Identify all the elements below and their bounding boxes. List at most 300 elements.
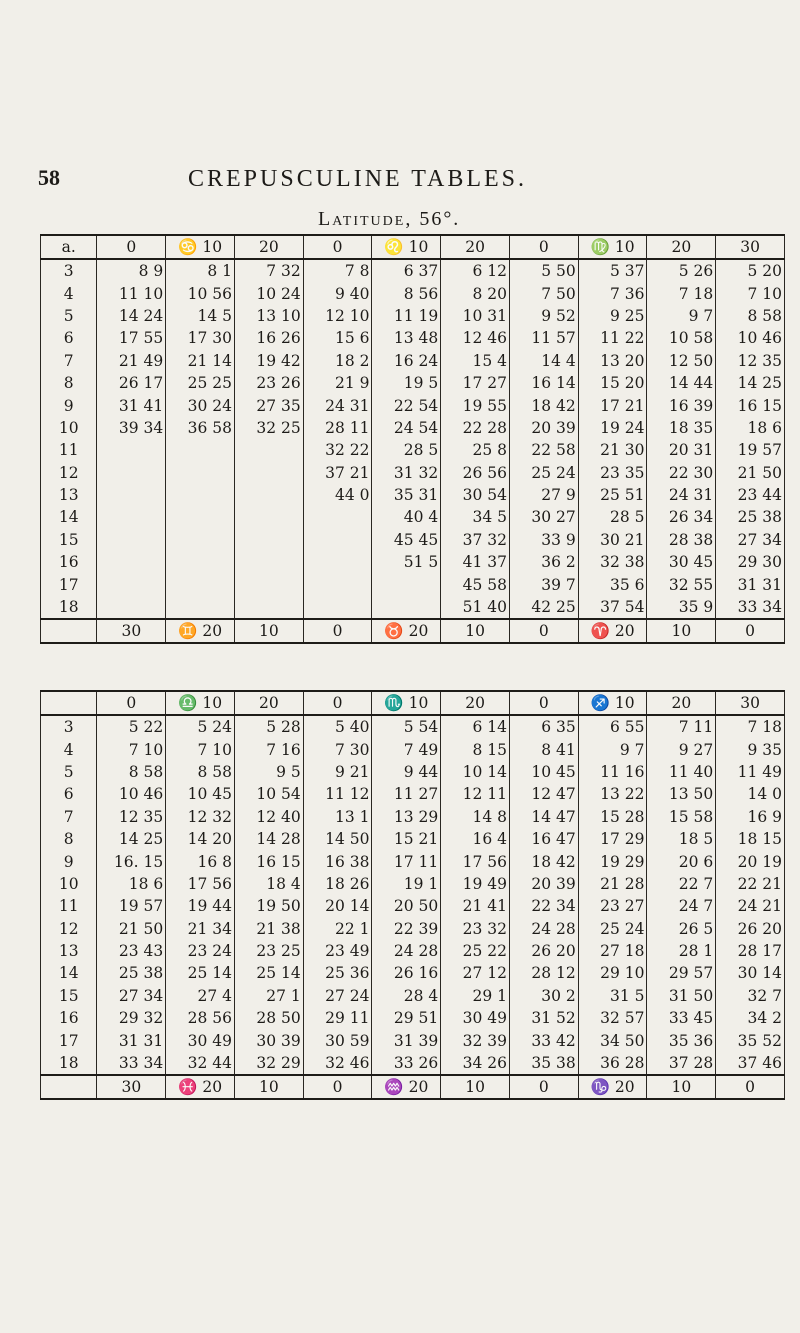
time-cell: 10 45: [166, 783, 235, 805]
table-row: [41, 439, 785, 461]
time-cell: 12 46: [441, 327, 510, 349]
time-cell: 27 18: [578, 940, 647, 962]
time-cell: 31 31: [97, 1029, 166, 1051]
table-row: [41, 462, 785, 484]
time-cell: 5 37: [578, 259, 647, 282]
time-cell: 12 35: [97, 806, 166, 828]
time-cell: 14 24: [97, 305, 166, 327]
time-cell: [97, 573, 166, 595]
time-cell: 23 44: [716, 484, 785, 506]
time-cell: 40 4: [372, 506, 441, 528]
time-cell: 17 21: [578, 394, 647, 416]
time-cell: 33 45: [647, 1007, 716, 1029]
time-cell: 24 7: [647, 895, 716, 917]
table-row: [41, 484, 785, 506]
table-row: [41, 738, 785, 760]
time-cell: 13 50: [647, 783, 716, 805]
time-cell: 25 36: [303, 962, 372, 984]
latitude-cell: 15: [41, 985, 97, 1007]
time-cell: 17 55: [97, 327, 166, 349]
table-row: [41, 529, 785, 551]
time-cell: 28 56: [166, 1007, 235, 1029]
time-cell: 20 39: [509, 417, 578, 439]
time-cell: 11 16: [578, 761, 647, 783]
latitude-cell: 17: [41, 1029, 97, 1051]
time-cell: 28 11: [303, 417, 372, 439]
time-cell: [234, 462, 303, 484]
time-cell: 23 35: [578, 462, 647, 484]
table-row: [41, 940, 785, 962]
time-cell: 16 15: [716, 394, 785, 416]
table-row: [41, 715, 785, 738]
time-cell: 6 35: [509, 715, 578, 738]
time-cell: 10 54: [234, 783, 303, 805]
table-row: [41, 873, 785, 895]
time-cell: 7 18: [647, 282, 716, 304]
time-cell: 29 32: [97, 1007, 166, 1029]
time-cell: 34 26: [441, 1052, 510, 1075]
latitude-cell: 16: [41, 551, 97, 573]
time-cell: [97, 551, 166, 573]
time-cell: 28 5: [578, 506, 647, 528]
latitude-cell: 12: [41, 462, 97, 484]
time-cell: 7 11: [647, 715, 716, 738]
column-footer: ♊ 20: [166, 619, 235, 643]
time-cell: 36 58: [166, 417, 235, 439]
time-cell: 22 54: [372, 394, 441, 416]
time-cell: 13 20: [578, 350, 647, 372]
time-cell: 14 44: [647, 372, 716, 394]
time-cell: 28 50: [234, 1007, 303, 1029]
time-cell: [234, 439, 303, 461]
latitude-cell: 13: [41, 940, 97, 962]
time-cell: 19 49: [441, 873, 510, 895]
time-cell: 14 20: [166, 828, 235, 850]
time-cell: 30 14: [716, 962, 785, 984]
time-cell: 30 54: [441, 484, 510, 506]
time-cell: 11 40: [647, 761, 716, 783]
column-header: 30: [716, 235, 785, 259]
time-cell: 21 34: [166, 918, 235, 940]
column-footer: 10: [647, 1075, 716, 1099]
time-cell: 37 54: [578, 596, 647, 619]
time-cell: 34 2: [716, 1007, 785, 1029]
latitude-cell: 14: [41, 962, 97, 984]
latitude-cell: 9: [41, 394, 97, 416]
time-cell: 33 42: [509, 1029, 578, 1051]
time-cell: 44 0: [303, 484, 372, 506]
time-cell: 26 17: [97, 372, 166, 394]
time-cell: 20 19: [716, 850, 785, 872]
time-cell: [97, 462, 166, 484]
time-cell: 20 39: [509, 873, 578, 895]
time-cell: [97, 596, 166, 619]
time-cell: 6 14: [441, 715, 510, 738]
latitude-cell: 4: [41, 282, 97, 304]
time-cell: 12 47: [509, 783, 578, 805]
time-cell: 9 35: [716, 738, 785, 760]
time-cell: 8 1: [166, 259, 235, 282]
time-cell: 30 24: [166, 394, 235, 416]
column-header: 0: [509, 235, 578, 259]
time-cell: [166, 439, 235, 461]
time-cell: 21 9: [303, 372, 372, 394]
time-cell: 19 57: [97, 895, 166, 917]
time-cell: 30 27: [509, 506, 578, 528]
time-cell: 35 38: [509, 1052, 578, 1075]
table-row: [41, 828, 785, 850]
time-cell: 24 31: [303, 394, 372, 416]
time-cell: 16 39: [647, 394, 716, 416]
time-cell: [97, 529, 166, 551]
time-cell: 28 1: [647, 940, 716, 962]
time-cell: 28 4: [372, 985, 441, 1007]
time-cell: 8 56: [372, 282, 441, 304]
latitude-heading: Latitude, 56°.: [318, 208, 461, 230]
column-header: 0: [97, 235, 166, 259]
time-cell: 16 9: [716, 806, 785, 828]
time-cell: 20 50: [372, 895, 441, 917]
time-cell: 17 11: [372, 850, 441, 872]
latitude-cell: 18: [41, 1052, 97, 1075]
time-cell: 14 25: [97, 828, 166, 850]
time-cell: [303, 551, 372, 573]
time-cell: 25 14: [234, 962, 303, 984]
time-cell: 21 38: [234, 918, 303, 940]
time-cell: [234, 529, 303, 551]
table-row: [41, 783, 785, 805]
latitude-cell: 11: [41, 895, 97, 917]
column-header: ♍ 10: [578, 235, 647, 259]
table-row: [41, 259, 785, 282]
time-cell: [166, 596, 235, 619]
time-cell: 23 25: [234, 940, 303, 962]
time-cell: 12 32: [166, 806, 235, 828]
time-cell: 11 10: [97, 282, 166, 304]
time-cell: 7 8: [303, 259, 372, 282]
time-cell: 31 39: [372, 1029, 441, 1051]
time-cell: 34 50: [578, 1029, 647, 1051]
time-cell: 16 38: [303, 850, 372, 872]
time-cell: 16 8: [166, 850, 235, 872]
latitude-cell: 12: [41, 918, 97, 940]
time-cell: 26 16: [372, 962, 441, 984]
time-cell: 8 41: [509, 738, 578, 760]
latitude-cell: 5: [41, 305, 97, 327]
column-header: ♎ 10: [166, 691, 235, 715]
column-header: [41, 691, 97, 715]
time-cell: 15 6: [303, 327, 372, 349]
time-cell: 26 56: [441, 462, 510, 484]
time-cell: 25 24: [578, 918, 647, 940]
lower-crepuscule-table: [40, 690, 785, 1100]
column-header: 20: [647, 235, 716, 259]
time-cell: 8 9: [97, 259, 166, 282]
time-cell: 5 28: [234, 715, 303, 738]
time-cell: 22 34: [509, 895, 578, 917]
time-cell: 21 50: [716, 462, 785, 484]
time-cell: 6 37: [372, 259, 441, 282]
time-cell: 30 49: [441, 1007, 510, 1029]
time-cell: 14 50: [303, 828, 372, 850]
time-cell: 32 44: [166, 1052, 235, 1075]
time-cell: 21 30: [578, 439, 647, 461]
time-cell: 18 26: [303, 873, 372, 895]
column-footer: 10: [647, 619, 716, 643]
time-cell: 16 4: [441, 828, 510, 850]
latitude-cell: 4: [41, 738, 97, 760]
column-footer: ♑ 20: [578, 1075, 647, 1099]
column-header: 0: [97, 691, 166, 715]
time-cell: 10 45: [509, 761, 578, 783]
time-cell: 9 27: [647, 738, 716, 760]
latitude-cell: 11: [41, 439, 97, 461]
time-cell: 35 31: [372, 484, 441, 506]
time-cell: 34 5: [441, 506, 510, 528]
time-cell: 10 24: [234, 282, 303, 304]
latitude-cell: 7: [41, 350, 97, 372]
time-cell: 16 15: [234, 850, 303, 872]
time-cell: 7 10: [97, 738, 166, 760]
time-cell: [234, 484, 303, 506]
table-row: [41, 985, 785, 1007]
time-cell: 14 8: [441, 806, 510, 828]
column-header: a.: [41, 235, 97, 259]
time-cell: 42 25: [509, 596, 578, 619]
time-cell: 7 36: [578, 282, 647, 304]
column-header: 0: [509, 691, 578, 715]
time-cell: 12 11: [441, 783, 510, 805]
time-cell: 30 59: [303, 1029, 372, 1051]
time-cell: 19 24: [578, 417, 647, 439]
time-cell: 31 50: [647, 985, 716, 1007]
time-cell: 24 31: [647, 484, 716, 506]
time-cell: 19 44: [166, 895, 235, 917]
time-cell: 9 7: [578, 738, 647, 760]
time-cell: 24 28: [372, 940, 441, 962]
time-cell: 14 5: [166, 305, 235, 327]
time-cell: 17 27: [441, 372, 510, 394]
time-cell: [234, 551, 303, 573]
time-cell: 7 16: [234, 738, 303, 760]
table-row: [41, 350, 785, 372]
time-cell: 10 46: [97, 783, 166, 805]
time-cell: 8 15: [441, 738, 510, 760]
time-cell: 9 7: [647, 305, 716, 327]
latitude-cell: 3: [41, 259, 97, 282]
time-cell: 22 28: [441, 417, 510, 439]
time-cell: 9 52: [509, 305, 578, 327]
time-cell: 26 34: [647, 506, 716, 528]
time-cell: 9 21: [303, 761, 372, 783]
time-cell: 20 14: [303, 895, 372, 917]
time-cell: 25 38: [97, 962, 166, 984]
time-cell: 32 57: [578, 1007, 647, 1029]
time-cell: 16 24: [372, 350, 441, 372]
latitude-cell: 17: [41, 573, 97, 595]
time-cell: 21 50: [97, 918, 166, 940]
time-cell: 39 7: [509, 573, 578, 595]
time-cell: 18 35: [647, 417, 716, 439]
time-cell: [234, 506, 303, 528]
time-cell: 23 27: [578, 895, 647, 917]
table-row: [41, 394, 785, 416]
time-cell: 24 54: [372, 417, 441, 439]
latitude-cell: 10: [41, 873, 97, 895]
latitude-cell: 14: [41, 506, 97, 528]
time-cell: 6 55: [578, 715, 647, 738]
time-cell: 27 34: [97, 985, 166, 1007]
column-header: ♐ 10: [578, 691, 647, 715]
time-cell: 22 30: [647, 462, 716, 484]
latitude-cell: 6: [41, 783, 97, 805]
time-cell: 45 45: [372, 529, 441, 551]
column-footer: 0: [303, 1075, 372, 1099]
table-row: [41, 895, 785, 917]
time-cell: 14 25: [716, 372, 785, 394]
time-cell: 25 8: [441, 439, 510, 461]
column-footer: 0: [303, 619, 372, 643]
table-row: [41, 850, 785, 872]
time-cell: 9 40: [303, 282, 372, 304]
time-cell: 29 30: [716, 551, 785, 573]
column-header: ♏ 10: [372, 691, 441, 715]
column-footer: 30: [97, 619, 166, 643]
time-cell: 29 51: [372, 1007, 441, 1029]
time-cell: 21 49: [97, 350, 166, 372]
time-cell: 5 24: [166, 715, 235, 738]
table-row: [41, 327, 785, 349]
time-cell: 5 20: [716, 259, 785, 282]
time-cell: 23 49: [303, 940, 372, 962]
time-cell: 32 25: [234, 417, 303, 439]
time-cell: 29 1: [441, 985, 510, 1007]
time-cell: 37 46: [716, 1052, 785, 1075]
latitude-cell: 10: [41, 417, 97, 439]
table-row: [41, 506, 785, 528]
column-footer: [41, 619, 97, 643]
running-title: CREPUSCULINE TABLES.: [188, 166, 527, 192]
latitude-cell: 8: [41, 372, 97, 394]
time-cell: 15 28: [578, 806, 647, 828]
time-cell: 25 25: [166, 372, 235, 394]
table-row: [41, 596, 785, 619]
time-cell: 31 32: [372, 462, 441, 484]
table-row: [41, 806, 785, 828]
time-cell: 35 9: [647, 596, 716, 619]
latitude-cell: 16: [41, 1007, 97, 1029]
column-footer: 10: [234, 619, 303, 643]
time-cell: 18 2: [303, 350, 372, 372]
table-row: [41, 573, 785, 595]
time-cell: 9 5: [234, 761, 303, 783]
time-cell: 31 41: [97, 394, 166, 416]
time-cell: [97, 484, 166, 506]
table-row: [41, 551, 785, 573]
time-cell: 25 51: [578, 484, 647, 506]
time-cell: 30 39: [234, 1029, 303, 1051]
time-cell: 27 35: [234, 394, 303, 416]
time-cell: 22 21: [716, 873, 785, 895]
time-cell: 22 39: [372, 918, 441, 940]
time-cell: 35 6: [578, 573, 647, 595]
time-cell: 28 17: [716, 940, 785, 962]
time-cell: [303, 573, 372, 595]
time-cell: [97, 506, 166, 528]
time-cell: 32 46: [303, 1052, 372, 1075]
time-cell: 26 20: [509, 940, 578, 962]
column-header: 20: [234, 691, 303, 715]
time-cell: 41 37: [441, 551, 510, 573]
time-cell: 32 39: [441, 1029, 510, 1051]
time-cell: 12 35: [716, 350, 785, 372]
time-cell: 36 28: [578, 1052, 647, 1075]
time-cell: 19 1: [372, 873, 441, 895]
time-cell: [166, 551, 235, 573]
time-cell: 51 40: [441, 596, 510, 619]
time-cell: 32 7: [716, 985, 785, 1007]
time-cell: 7 30: [303, 738, 372, 760]
column-footer: 10: [441, 1075, 510, 1099]
time-cell: 45 58: [441, 573, 510, 595]
column-footer: 0: [716, 1075, 785, 1099]
column-footer: [41, 1075, 97, 1099]
time-cell: 12 10: [303, 305, 372, 327]
time-cell: [372, 573, 441, 595]
time-cell: 10 58: [647, 327, 716, 349]
time-cell: 27 9: [509, 484, 578, 506]
time-cell: 33 34: [716, 596, 785, 619]
time-cell: 33 34: [97, 1052, 166, 1075]
time-cell: [166, 529, 235, 551]
time-cell: 27 4: [166, 985, 235, 1007]
time-cell: 12 40: [234, 806, 303, 828]
time-cell: 17 56: [441, 850, 510, 872]
time-cell: 14 28: [234, 828, 303, 850]
time-cell: 21 28: [578, 873, 647, 895]
time-cell: 26 20: [716, 918, 785, 940]
time-cell: 5 26: [647, 259, 716, 282]
latitude-cell: 8: [41, 828, 97, 850]
column-footer: ♈ 20: [578, 619, 647, 643]
time-cell: 39 34: [97, 417, 166, 439]
time-cell: 15 58: [647, 806, 716, 828]
time-cell: 19 50: [234, 895, 303, 917]
column-header: 0: [303, 235, 372, 259]
time-cell: 17 30: [166, 327, 235, 349]
time-cell: 14 4: [509, 350, 578, 372]
time-cell: 19 29: [578, 850, 647, 872]
time-cell: 8 20: [441, 282, 510, 304]
time-cell: 27 12: [441, 962, 510, 984]
time-cell: 7 50: [509, 282, 578, 304]
time-cell: 37 32: [441, 529, 510, 551]
time-cell: 9 44: [372, 761, 441, 783]
time-cell: 7 49: [372, 738, 441, 760]
time-cell: 14 0: [716, 783, 785, 805]
table-row: [41, 417, 785, 439]
time-cell: 20 31: [647, 439, 716, 461]
time-cell: 16 47: [509, 828, 578, 850]
time-cell: [166, 573, 235, 595]
time-cell: 37 21: [303, 462, 372, 484]
column-footer: 30: [97, 1075, 166, 1099]
time-cell: 37 28: [647, 1052, 716, 1075]
time-cell: 24 21: [716, 895, 785, 917]
time-cell: 13 1: [303, 806, 372, 828]
time-cell: 18 15: [716, 828, 785, 850]
table-row: [41, 372, 785, 394]
